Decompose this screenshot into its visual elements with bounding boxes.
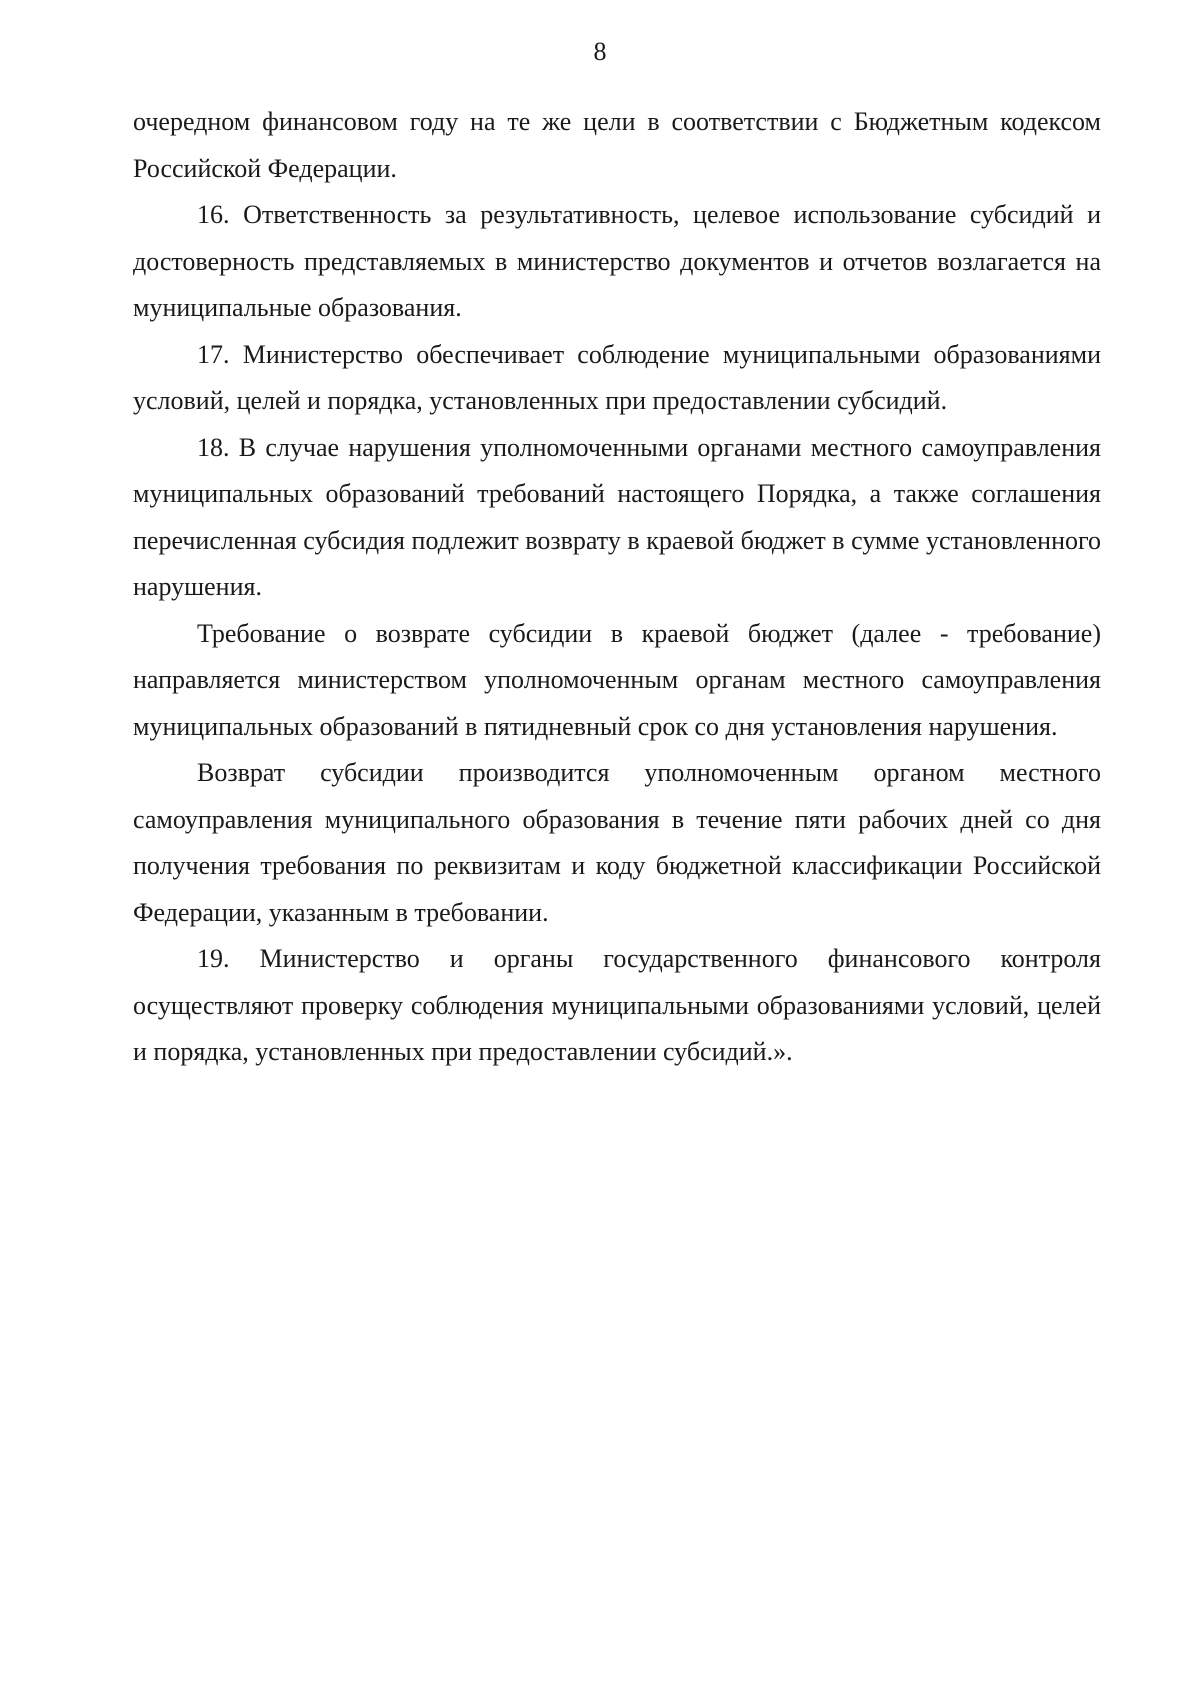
paragraph-item-18-return: Возврат субсидии производится уполномоченным органом местного самоуправления муниципального образования в течение пяти рабочих дней со дня получения требования по реквизитам и коду бюджетной классификации Российской Федерации, указанным в требовании. — [133, 758, 1101, 927]
paragraph-continuation: очередном финансовом году на те же цели в соответствии с Бюджетным кодексом Российской Федерации. — [133, 107, 1101, 183]
paragraph-item-18-requirement: Требование о возврате субсидии в краевой бюджет (далее - требование) направляется министерством уполномоченным органам местного самоуправления муниципальных образований в пятидневный срок со дня установления нарушения. — [133, 618, 1101, 741]
paragraph-item-18: 18. В случае нарушения уполномоченными органами местного самоуправления муниципальных образований требований настоящего Порядка, а также соглашения перечисленная субсидия подлежит возврату в краевой бюджет в сумме установленного нарушения. — [133, 432, 1101, 601]
document-body — [133, 99, 1101, 1076]
paragraph-item-17: 17. Министерство обеспечивает соблюдение муниципальными образованиями условий, целей и порядка, установленных при предоставлении субсидий. — [133, 339, 1101, 415]
paragraph-item-16: 16. Ответственность за результативность, целевое использование субсидий и достоверность представляемых в министерство документов и отчетов возлагается на муниципальные образования. — [133, 200, 1101, 322]
paragraph-item-19: 19. Министерство и органы государственного финансового контроля осуществляют проверку соблюдения муниципальными образованиями условий, целей и порядка, установленных при предоставлении субсидий.». — [133, 944, 1101, 1066]
page-number: 8 — [593, 37, 607, 66]
